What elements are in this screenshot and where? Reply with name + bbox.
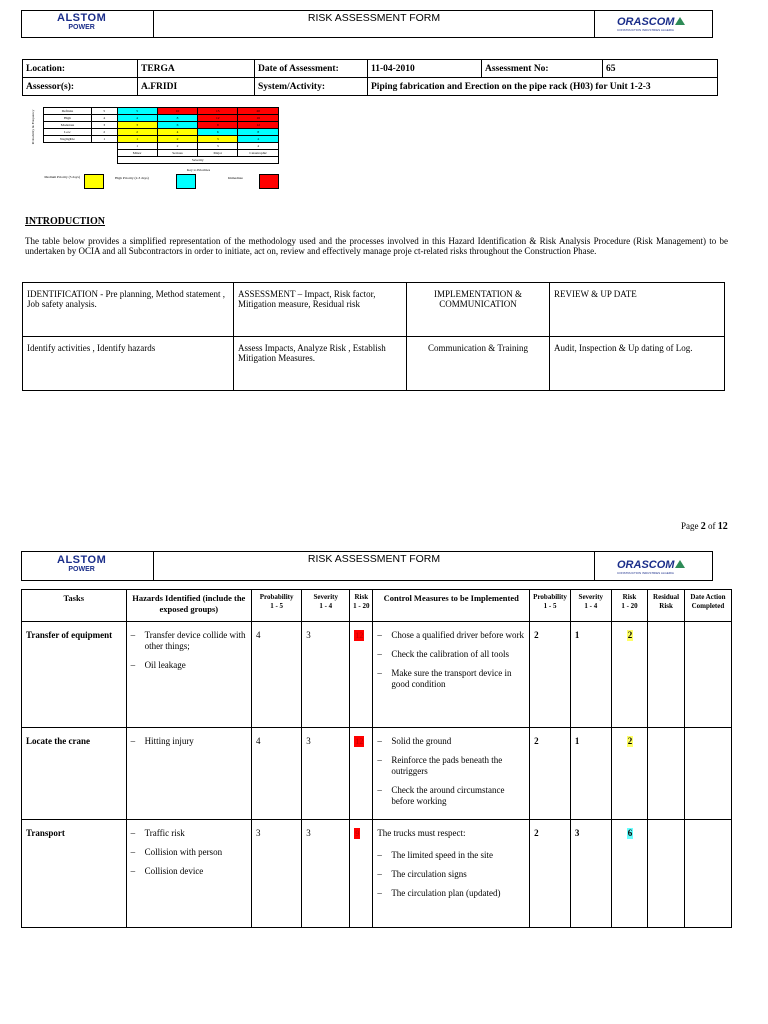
page-total: 12 <box>717 521 728 532</box>
risk-after-value: 2 <box>627 630 633 640</box>
hazard-item <box>131 736 248 747</box>
page-current: 2 <box>700 521 706 532</box>
alstom-logo <box>22 552 154 580</box>
hazards-list <box>126 820 251 928</box>
process-assessment: ASSESSMENT – Impact, Risk factor, Mitigation measure, Residual risk <box>234 283 407 337</box>
key-to-priorities: Key to Priorities <box>186 168 211 172</box>
matrix-cell: 8 <box>238 129 279 136</box>
hazard-item <box>131 847 248 858</box>
control-measures <box>373 622 530 728</box>
dash-bullet-icon: – <box>377 888 382 898</box>
severity-after-value: 1 <box>570 728 611 820</box>
orascom-logo <box>594 11 712 37</box>
process-identification: IDENTIFICATION - Pre planning, Method statement , Job safety analysis. <box>23 283 234 337</box>
dash-bullet-icon: – <box>377 649 382 659</box>
hazards-list <box>126 728 251 820</box>
system-label: System/Activity: <box>255 78 368 96</box>
matrix-row-label: Negligible <box>43 136 91 143</box>
key-medium-label: Medium Priority (5 days) <box>44 175 80 179</box>
dash-bullet-icon: – <box>130 736 136 746</box>
hazard-item <box>131 828 248 839</box>
severity-after-value: 3 <box>570 820 611 928</box>
form-header <box>21 10 713 38</box>
severity-label: Catastrophic <box>238 150 279 157</box>
matrix-cell: 10 <box>157 108 197 115</box>
key-high-swatch <box>176 174 196 189</box>
orascom-logo-sub: CONSTRUCTION INDUSTRIES ALGERIA <box>617 571 674 575</box>
process-communication: Communication & Training <box>407 337 550 391</box>
dash-bullet-icon: – <box>130 828 136 838</box>
dash-bullet-icon: – <box>377 850 382 860</box>
key-high-label: High Priority (2-3 days) <box>115 176 149 180</box>
hazard-text: Traffic risk <box>144 828 185 838</box>
page-prefix: Page <box>681 521 699 531</box>
key-immediate-swatch <box>259 174 279 189</box>
matrix-cell: 12 <box>198 115 238 122</box>
risk-matrix <box>35 107 279 164</box>
hazard-item <box>131 630 248 652</box>
matrix-cell: 8 <box>157 115 197 122</box>
matrix-cell: 3 <box>198 136 238 143</box>
severity-value: 3 <box>302 728 350 820</box>
assessor-value: A.FRIDI <box>138 78 255 96</box>
severity-value: 3 <box>302 622 350 728</box>
control-text: Reinforce the pads beneath the outriggers <box>391 755 503 776</box>
matrix-cell: 9 <box>198 122 238 129</box>
control-text: Make sure the transport device in good condition <box>391 668 512 689</box>
matrix-cell: 6 <box>157 122 197 129</box>
severity-title: Severity <box>117 157 278 164</box>
matrix-cell: 2 <box>157 136 197 143</box>
severity-number: 4 <box>238 143 279 150</box>
risk-value: 12 <box>355 631 364 640</box>
form-title: RISK ASSESSMENT FORM <box>307 553 441 565</box>
control-item <box>377 869 526 880</box>
orascom-logo-text: ORASCOM <box>617 559 675 571</box>
date-value: 11-04-2010 <box>368 60 482 78</box>
system-value: Piping fabrication and Erection on the pipe rack (H03) for Unit 1-2-3 <box>368 78 718 96</box>
control-text: Check the calibration of all tools <box>391 649 510 659</box>
matrix-cell: 5 <box>117 108 157 115</box>
matrix-row-label: High <box>43 115 91 122</box>
dash-bullet-icon: – <box>130 847 136 857</box>
control-item <box>377 736 526 747</box>
matrix-row-number: 3 <box>92 122 117 129</box>
process-review: REVIEW & UP DATE <box>550 283 725 337</box>
dash-bullet-icon: – <box>130 866 136 876</box>
process-identify-activities: Identify activities , Identify hazards <box>23 337 234 391</box>
process-table <box>22 282 725 391</box>
probability-value: 4 <box>252 728 302 820</box>
key-medium-swatch <box>84 174 104 189</box>
orascom-mark-icon <box>675 560 685 568</box>
severity-value: 3 <box>302 820 350 928</box>
process-audit: Audit, Inspection & Up dating of Log. <box>550 337 725 391</box>
date-completed-cell <box>684 820 731 928</box>
dash-bullet-icon: – <box>377 630 382 640</box>
page-number <box>681 521 728 532</box>
form-header-2 <box>21 551 713 581</box>
task-name: Locate the crane <box>22 728 127 820</box>
control-measures <box>373 728 530 820</box>
probability-after-value: 2 <box>530 622 571 728</box>
matrix-row-label: Definite <box>43 108 91 115</box>
hazard-text: Collision device <box>144 866 204 876</box>
hazard-text: Hitting injury <box>144 736 194 746</box>
probability-after-value: 2 <box>530 728 571 820</box>
control-item <box>377 755 526 777</box>
alstom-logo-text: ALSTOM <box>57 12 107 24</box>
matrix-row-label: Low <box>43 129 91 136</box>
matrix-cell: 3 <box>117 122 157 129</box>
task-name: Transfer of equipment <box>22 622 127 728</box>
col-control-measures: Control Measures to be Implemented <box>373 590 530 622</box>
matrix-cell: 16 <box>238 115 279 122</box>
hazard-text: Oil leakage <box>144 660 186 670</box>
table-row <box>22 728 732 820</box>
col-hazards: Hazards Identified (include the exposed groups) <box>126 590 251 622</box>
matrix-cell: 1 <box>117 136 157 143</box>
probability-after-value: 2 <box>530 820 571 928</box>
matrix-cell: 2 <box>117 129 157 136</box>
probability-value: 3 <box>252 820 302 928</box>
col-residual-risk: Residual Risk <box>648 590 685 622</box>
col-risk-2: Risk 1 - 20 <box>611 590 648 622</box>
col-probability: Probability 1 - 5 <box>252 590 302 622</box>
introduction-heading: INTRODUCTION <box>25 216 106 227</box>
severity-number: 1 <box>117 143 157 150</box>
form-title: RISK ASSESSMENT FORM <box>307 12 441 24</box>
table-row <box>22 820 732 928</box>
location-value: TERGA <box>138 60 255 78</box>
dash-bullet-icon: – <box>130 660 136 670</box>
residual-risk-cell <box>648 820 685 928</box>
alstom-logo-text: ALSTOM <box>57 554 107 566</box>
assessment-no-value: 65 <box>603 60 718 78</box>
dash-bullet-icon: – <box>377 736 382 746</box>
orascom-logo-sub: CONSTRUCTION INDUSTRIES ALGERIA <box>617 28 674 32</box>
risk-after-value: 2 <box>627 736 633 746</box>
assessment-info-table <box>22 59 718 96</box>
severity-number: 2 <box>157 143 197 150</box>
risk-assessment-table <box>21 589 732 928</box>
date-completed-cell <box>684 728 731 820</box>
assessment-no-label: Assessment No: <box>482 60 603 78</box>
table-row <box>22 622 732 728</box>
matrix-row-number: 1 <box>92 136 117 143</box>
probability-value: 4 <box>252 622 302 728</box>
hazard-item <box>131 660 248 671</box>
page-of: of <box>708 521 716 531</box>
process-implementation: IMPLEMENTATION & COMMUNICATION <box>407 283 550 337</box>
risk-after-cell <box>611 622 648 728</box>
alstom-logo-sub: POWER <box>68 566 95 573</box>
dash-bullet-icon: – <box>377 869 382 879</box>
location-label: Location: <box>23 60 138 78</box>
col-risk: Risk 1 - 20 <box>350 590 373 622</box>
control-item <box>377 630 526 641</box>
matrix-axis-spacer <box>35 108 43 143</box>
matrix-cell: 4 <box>157 129 197 136</box>
assessor-label: Assessor(s): <box>23 78 138 96</box>
col-date-completed: Date Action Completed <box>684 590 731 622</box>
alstom-logo-sub: POWER <box>68 24 95 31</box>
alstom-logo <box>22 11 154 37</box>
risk-value: 9 <box>355 829 360 838</box>
hazard-text: Collision with person <box>144 847 223 857</box>
dash-bullet-icon: – <box>377 668 382 678</box>
control-text: Check the around circumstance before working <box>391 785 505 806</box>
matrix-row-number: 5 <box>92 108 117 115</box>
key-immediate-label: Immediate <box>228 176 243 180</box>
severity-after-value: 1 <box>570 622 611 728</box>
process-assess-impacts: Assess Impacts, Analyze Risk , Establish Mitigation Measures. <box>234 337 407 391</box>
orascom-logo <box>594 552 712 580</box>
dash-bullet-icon: – <box>130 630 136 640</box>
residual-risk-cell <box>648 622 685 728</box>
control-item <box>377 785 526 807</box>
date-label: Date of Assessment: <box>255 60 368 78</box>
matrix-cell: 12 <box>238 122 279 129</box>
severity-number: 3 <box>198 143 238 150</box>
matrix-cell: 4 <box>117 115 157 122</box>
hazards-list <box>126 622 251 728</box>
hazard-item <box>131 866 248 877</box>
risk-after-value: 6 <box>627 828 633 838</box>
probability-axis-label: Probability & Frequency <box>31 109 35 145</box>
risk-after-cell <box>611 728 648 820</box>
col-severity: Severity 1 - 4 <box>302 590 350 622</box>
risk-value-cell <box>350 728 373 820</box>
matrix-cell: 15 <box>198 108 238 115</box>
matrix-row-label: Moderate <box>43 122 91 129</box>
matrix-row-number: 4 <box>92 115 117 122</box>
control-text: The circulation plan (updated) <box>391 888 501 898</box>
matrix-cell: 6 <box>198 129 238 136</box>
orascom-logo-text: ORASCOM <box>617 16 675 28</box>
introduction-text: The table below provides a simplified representation of the methodology used and the processes involved in this Hazard Identification & Risk Analysis Procedure (Risk Management) to be undertaken by OCIA and all Subcontractors in order to initiate, act on, review and effectively manage proje ct-related risks throughout the Construction Phase. <box>25 236 728 256</box>
task-name: Transport <box>22 820 127 928</box>
orascom-mark-icon <box>675 17 685 25</box>
hazard-text: Transfer device collide with other things; <box>144 630 246 651</box>
col-probability-2: Probability 1 - 5 <box>530 590 571 622</box>
col-severity-2: Severity 1 - 4 <box>570 590 611 622</box>
col-tasks: Tasks <box>22 590 127 622</box>
risk-value-cell <box>350 622 373 728</box>
control-item <box>377 850 526 861</box>
control-intro: The trucks must respect: <box>377 828 466 838</box>
control-item <box>377 668 526 690</box>
matrix-cell: 4 <box>238 136 279 143</box>
control-text: The circulation signs <box>391 869 467 879</box>
severity-label: Serious <box>157 150 197 157</box>
dash-bullet-icon: – <box>377 785 382 795</box>
severity-label: Major <box>198 150 238 157</box>
matrix-row-number: 2 <box>92 129 117 136</box>
control-text: Chose a qualified driver before work <box>391 630 525 640</box>
date-completed-cell <box>684 622 731 728</box>
risk-value: 12 <box>355 737 364 746</box>
control-item <box>377 649 526 660</box>
control-text: The limited speed in the site <box>391 850 494 860</box>
matrix-cell: 20 <box>238 108 279 115</box>
risk-after-cell <box>611 820 648 928</box>
control-text: Solid the ground <box>391 736 452 746</box>
residual-risk-cell <box>648 728 685 820</box>
risk-value-cell <box>350 820 373 928</box>
severity-label: Minor <box>117 150 157 157</box>
dash-bullet-icon: – <box>377 755 382 765</box>
control-item <box>377 888 526 899</box>
control-measures <box>373 820 530 928</box>
